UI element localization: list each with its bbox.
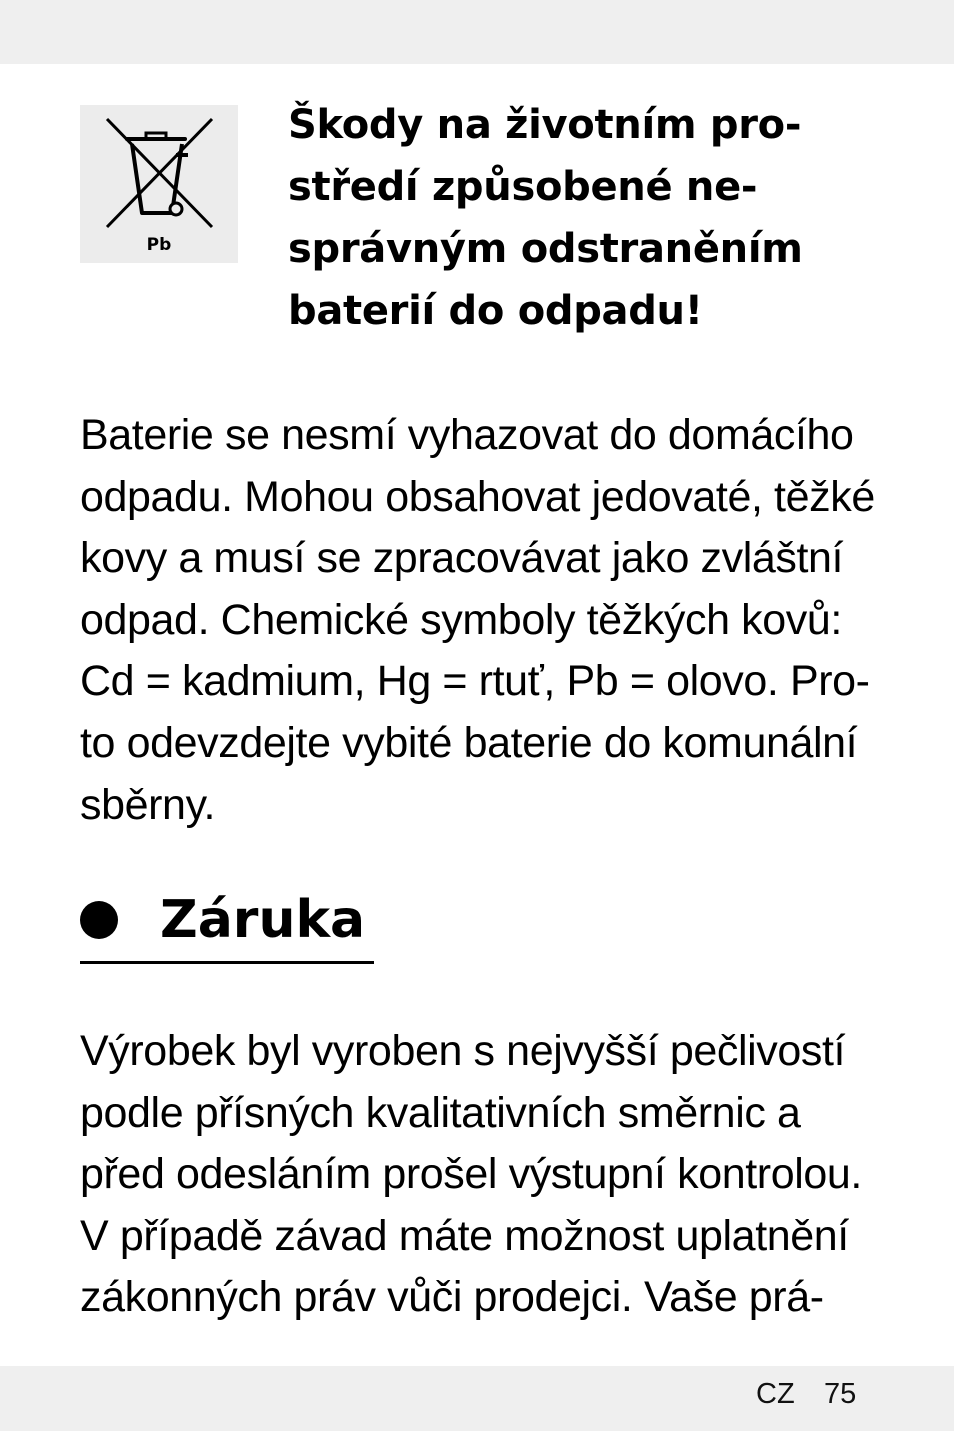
top-band: [0, 0, 954, 64]
footer-language: CZ: [756, 1378, 795, 1410]
pb-label: Pb: [146, 235, 172, 255]
paragraph-line: V případě závad máte možnost uplatnění: [80, 1211, 849, 1260]
warning-title: [288, 94, 898, 342]
battery-disposal-paragraph: [80, 405, 900, 836]
paragraph-line: před odesláním prošel výstupní kontrolou.: [80, 1150, 862, 1199]
paragraph-line: podle přísných kvalitativních směrnic a: [80, 1088, 801, 1137]
paragraph-line: sběrny.: [80, 780, 216, 829]
paragraph-line: kovy a musí se zpracovávat jako zvláštní: [80, 534, 844, 583]
paragraph-line: Cd = kadmium, Hg = rtuť, Pb = olovo. Pro-: [80, 657, 870, 706]
paragraph-line: Výrobek byl vyroben s nejvyšší pečlivostí: [80, 1027, 846, 1075]
paragraph-line: Baterie se nesmí vyhazovat do domácího: [80, 411, 854, 459]
paragraph-line: to odevzdejte vybité baterie do komunální: [80, 718, 858, 767]
paragraph-line: odpadu. Mohou obsahovat jedovaté, těžké: [80, 472, 875, 521]
bullet-dot-icon: [80, 901, 118, 939]
paragraph-line: odpad. Chemické symboly těžkých kovů:: [80, 595, 842, 644]
warning-title-line: správným odstraněním: [288, 226, 803, 272]
warning-title-line: Škody na životním pro-: [288, 102, 802, 148]
warranty-paragraph: [80, 1021, 900, 1329]
paragraph-line: zákonných práv vůči prodejci. Vaše prá-: [80, 1273, 824, 1322]
warning-title-line: baterií do odpadu!: [288, 288, 703, 334]
page-number: 75: [824, 1378, 857, 1410]
section-title: Záruka: [160, 890, 366, 950]
crossed-out-bin-icon: [80, 105, 238, 263]
warranty-heading: [80, 886, 374, 964]
warning-title-line: středí způsobené ne-: [288, 164, 758, 210]
footer-band: [0, 1366, 954, 1431]
